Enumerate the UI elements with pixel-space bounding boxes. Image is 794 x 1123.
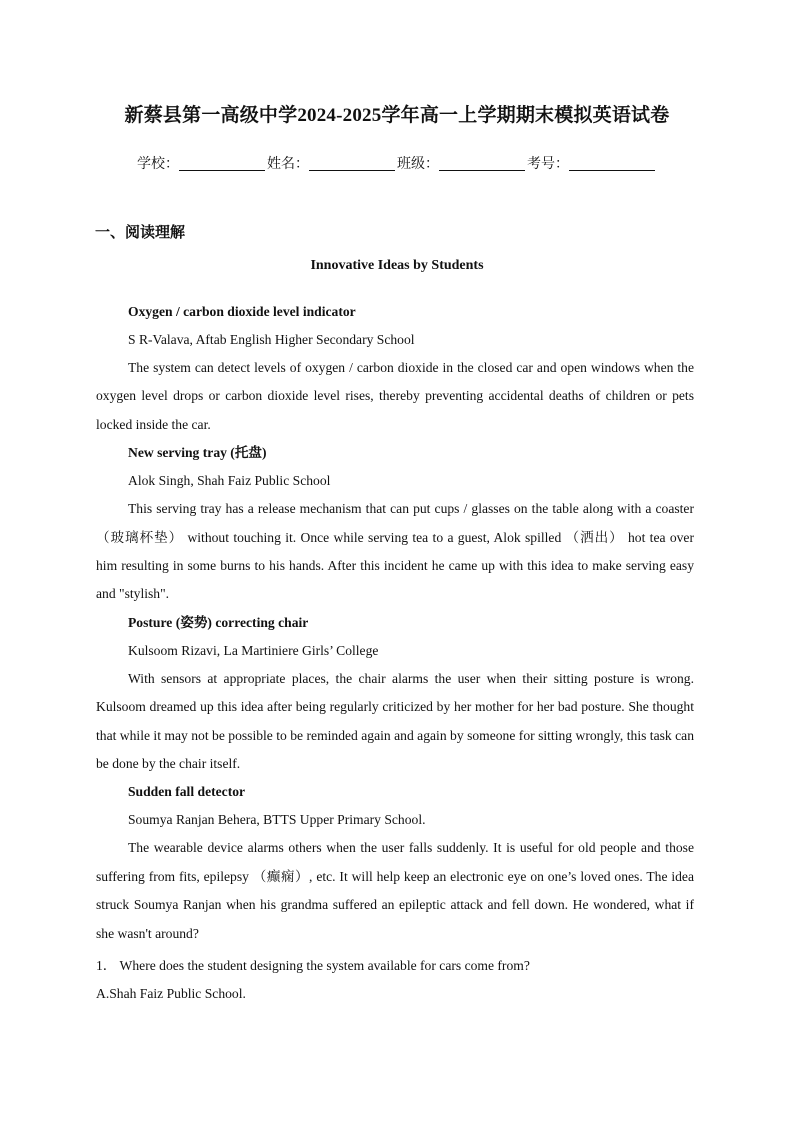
class-blank [439,156,525,171]
class-label: 班级： [397,156,439,172]
school-blank [179,156,265,171]
exam-title: 新蔡县第一高级中学2024-2025学年高一上学期期末模拟英语试卷 [124,105,670,126]
number-blank [569,156,655,171]
item-author: Kulsoom Rizavi, La Martiniere Girls’ College [128,642,379,658]
item-heading: New serving tray (托盘) [128,445,267,461]
name-blank [309,156,395,171]
item-text: The wearable device alarms others when the user falls suddenly. It is useful for old people and those suffering from fits, epilepsy （癫痫）, etc. It will help keep an electronic eye on one’s loved ones. The idea struck Soumya Ranjan when his grandma suffered an epileptic attack and fell down. He wondered, what if she wasn't around? [96,840,694,941]
item-author: Alok Singh, Shah Faiz Public School [128,473,331,489]
item-text: With sensors at appropriate places, the chair alarms the user when their sitting posture is wrong. Kulsoom dreamed up this idea after being regularly criticized by her mother for her bad posture. She thought that while it may not be possible to be reminded again and again by someone for sitting wrongly, this task can be done by the chair itself. [96,670,694,772]
name-label: 姓名： [267,156,309,172]
item-author: Soumya Ranjan Behera, BTTS Upper Primary School. [128,812,426,828]
item-heading: Oxygen / carbon dioxide level indicator [128,304,356,319]
article-content [96,298,694,948]
item-heading: Sudden fall detector [128,784,246,800]
item-text: This serving tray has a release mechanism that can put cups / glasses on the table along with a coaster （玻璃杯垫） without touching it. Once while serving tea to a guest, Alok spilled （洒出） hot tea over him resulting in some burns to his hands. After this incident he came up with this idea to make serving easy and "stylish". [96,501,694,602]
student-info-line [0,153,794,173]
number-label: 考号： [527,156,569,172]
question-stem: 1． Where does the student designing the system available for cars come from? [96,958,530,973]
item-text: The system can detect levels of oxygen / carbon dioxide in the closed car and open windows when the oxygen level drops or carbon dioxide level rises, thereby preventing accidental deaths of children or pets locked inside the car. [96,360,694,432]
section-title: 一、阅读理解 [95,223,186,241]
item-author: S R-Valava, Aftab English Higher Secondary School [128,332,415,347]
question-block [96,952,694,1008]
school-label: 学校： [137,156,179,172]
item-heading: Posture (姿势) correcting chair [128,614,309,630]
question-option: A.Shah Faiz Public School. [96,986,246,1001]
article-title: Innovative Ideas by Students [310,258,484,273]
